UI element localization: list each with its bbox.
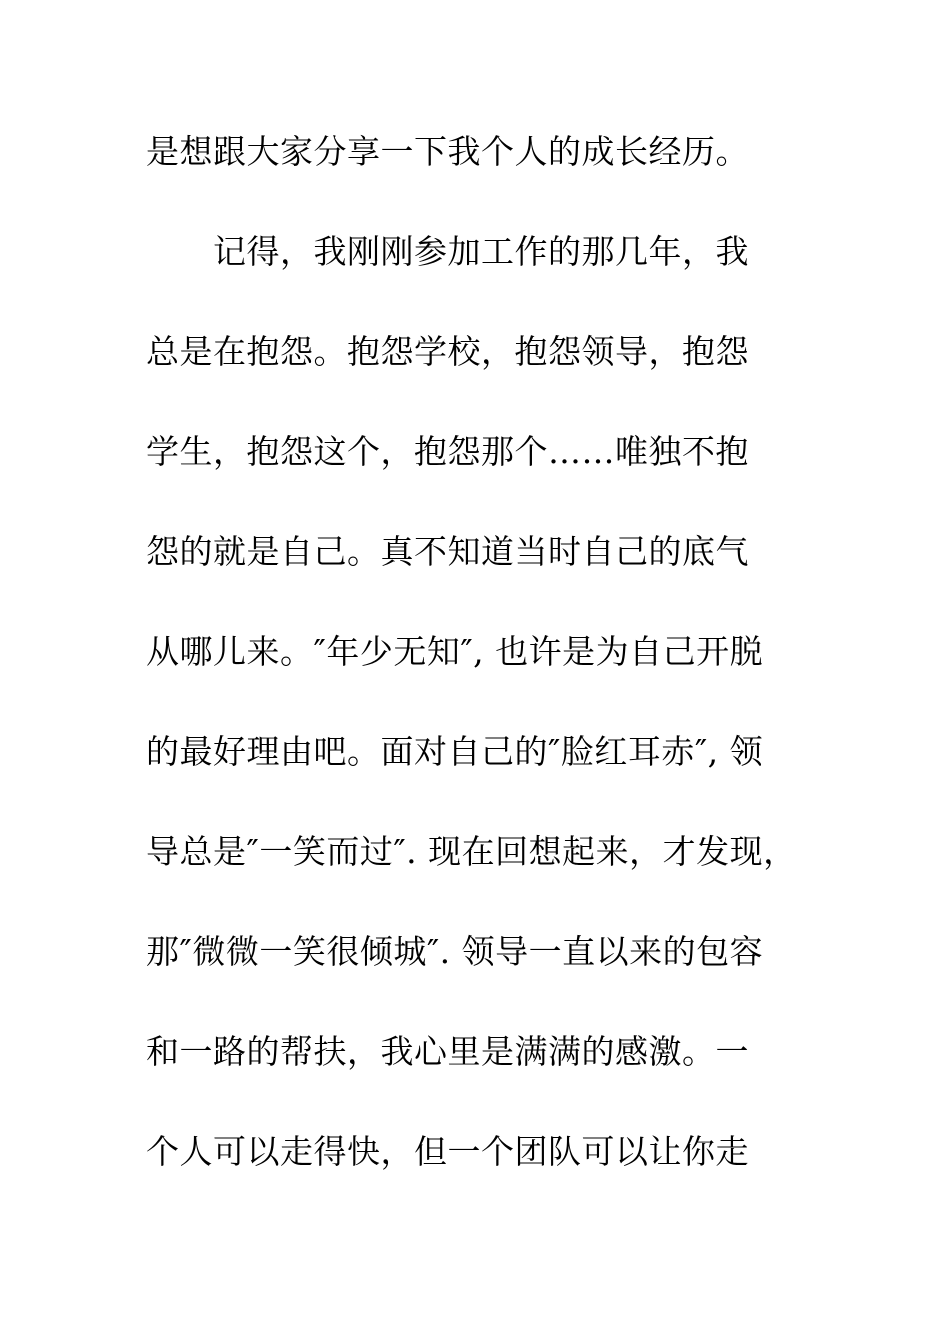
text-line: 个人可以走得快，但一个团队可以让你走 (146, 1132, 749, 1171)
text-line: 总是在抱怨。抱怨学校，抱怨领导，抱怨 (146, 332, 749, 371)
text-line: 怨的就是自己。真不知道当时自己的底气 (146, 532, 749, 571)
text-line: 和一路的帮扶，我心里是满满的感激。一 (146, 1032, 749, 1071)
text-line: 学生，抱怨这个，抱怨那个……唯独不抱 (146, 432, 749, 471)
text-line: 记得，我刚刚参加工作的那几年，我 (146, 232, 749, 271)
text-line: 是想跟大家分享一下我个人的成长经历。 (146, 132, 749, 171)
text-line: 导总是″一笑而过″. 现在回想起来，才发现， (146, 832, 797, 871)
text-line: 那″微微一笑很倾城″. 领导一直以来的包容 (146, 932, 764, 971)
text-line: 从哪儿来。″年少无知″, 也许是为自己开脱 (146, 632, 764, 671)
text-line: 的最好理由吧。面对自己的″脸红耳赤″, 领 (146, 732, 764, 771)
